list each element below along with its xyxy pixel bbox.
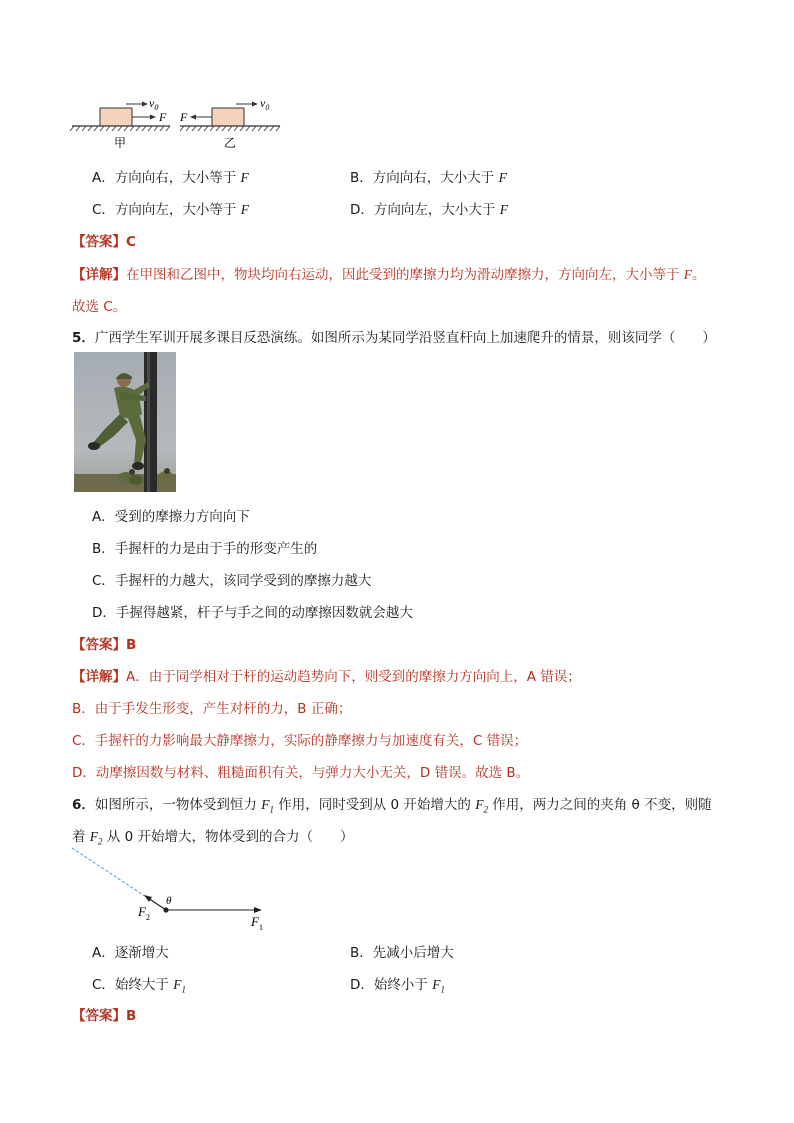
detail-end: 。 [692,267,706,283]
answer-tag: 【答案】 [72,234,126,250]
q5-detail-line4: D．动摩擦因数与材料、粗糙面积有关，与弹力大小无关，D 错误。故选 B。 [72,765,530,781]
option-letter: A． [92,945,115,961]
q4-answer [72,230,136,250]
question-number: 6． [72,797,95,813]
option-text: 方向向右，大小等于 [114,170,241,186]
force-label-jia: F [159,110,167,124]
option-letter: C． [92,202,115,218]
q6-option-c [92,973,186,995]
option-text: 手握得越紧，杆子与手之间的动摩擦因数就会越大 [115,605,413,621]
option-letter: D． [92,605,116,621]
answer-tag: 【答案】 [72,637,126,653]
q4-option-a [92,166,249,186]
q6-force-diagram [66,844,276,936]
option-var: F [240,202,249,217]
q5-answer [72,633,136,653]
answer-value: B [126,637,137,653]
q6-option-b [350,941,454,961]
q5-detail-line1 [72,665,581,685]
stem-text: 从 0 开始增大，物体受到的合力（ ） [102,829,354,845]
detail-text: 在甲图和乙图中，物块均向右运动，因此受到的摩擦力均为滑动摩擦力，方向向左，大小等于 [126,267,684,283]
stem-text: 着 [72,829,90,845]
answer-value: C [126,234,136,250]
q6-option-d [350,973,445,995]
q5-option-c [92,569,371,589]
detail-var: F [683,267,693,282]
detail-text: A．由于同学相对于杆的运动趋势向下，则受到的摩擦力方向向上，A 错误； [126,669,581,685]
q6-option-a [92,941,169,961]
option-letter: B． [92,541,115,557]
option-letter: A． [92,170,115,186]
q5-detail-line2: B．由于手发生形变，产生对杆的力，B 正确； [72,701,352,717]
figure-jia [70,96,170,150]
option-text: 始终大于 [114,977,174,993]
option-text: 先减小后增大 [372,945,454,961]
force-label-yi: F [180,110,188,124]
q4-option-c [92,198,249,218]
answer-value: B [126,1008,137,1024]
q5-stem [72,326,716,346]
option-sub: 1 [181,984,186,995]
option-letter: C． [92,977,115,993]
q4-option-d [350,198,508,218]
label-yi: 乙 [224,136,237,150]
option-letter: B． [350,945,373,961]
stem-text: 作用，两力之间的夹角 θ 不变，则随 [487,797,712,813]
figure-yi [179,96,280,150]
label-jia: 甲 [114,136,127,150]
option-text: 手握杆的力越大，该同学受到的摩擦力越大 [114,573,372,589]
v0-label-jia: $v_0$ [149,96,159,112]
stem-var-f1: F [261,797,270,812]
option-letter: D． [350,202,374,218]
option-text: 方向向右，大小大于 [372,170,499,186]
stem-sub-2: 2 [98,836,103,847]
q5-option-d [92,601,413,621]
option-letter: C． [92,573,115,589]
stem-var-f2: F [89,829,99,844]
option-letter: D． [350,977,374,993]
stem-sub-1: 1 [269,804,274,815]
f1-label: $F_1$ [251,914,263,932]
stem-text: 如图所示，一物体受到恒力 [94,797,262,813]
option-text: 受到的摩擦力方向向下 [114,509,250,525]
q4-detail-line2: 故选 C。 [72,299,127,315]
q4-figure [66,92,286,160]
stem-text: 作用，同时受到从 0 开始增大的 [273,797,476,813]
q4-detail-line1 [72,263,706,283]
q6-stem-line1 [72,793,712,815]
option-letter: A． [92,509,115,525]
question-stem: 广西学生军训开展多课目反恐演练。如图所示为某同学沿竖直杆向上加速爬升的情景，则该同学（ ） [94,330,716,346]
option-text: 始终小于 [373,977,433,993]
soldier-climbing-pole-photo [74,352,176,492]
q5-detail-line3: C．手握杆的力影响最大静摩擦力，实际的静摩擦力与加速度有关，C 错误； [72,733,528,749]
answer-tag: 【答案】 [72,1008,126,1024]
option-text: 方向向左，大小等于 [114,202,241,218]
v0-label-yi: $v_0$ [260,96,270,112]
stem-sub-2: 2 [483,804,488,815]
question-number: 5． [72,330,95,346]
option-letter: B． [350,170,373,186]
option-var: F [173,977,182,992]
q5-option-a [92,505,250,525]
stem-var-f2: F [475,797,484,812]
option-text: 方向向左，大小大于 [373,202,500,218]
option-var: F [499,202,508,217]
q5-option-b [92,537,317,557]
q4-option-b [350,166,507,186]
option-text: 逐渐增大 [114,945,169,961]
theta-label: θ [166,895,172,907]
detail-tag: 【详解】 [72,669,126,685]
detail-tag: 【详解】 [72,267,126,283]
option-sub: 1 [440,984,445,995]
option-text: 手握杆的力是由于手的形变产生的 [114,541,318,557]
option-var: F [240,170,249,185]
f2-label: $F_2$ [138,904,150,922]
q6-answer [72,1004,136,1024]
option-var: F [432,977,441,992]
option-var: F [498,170,507,185]
